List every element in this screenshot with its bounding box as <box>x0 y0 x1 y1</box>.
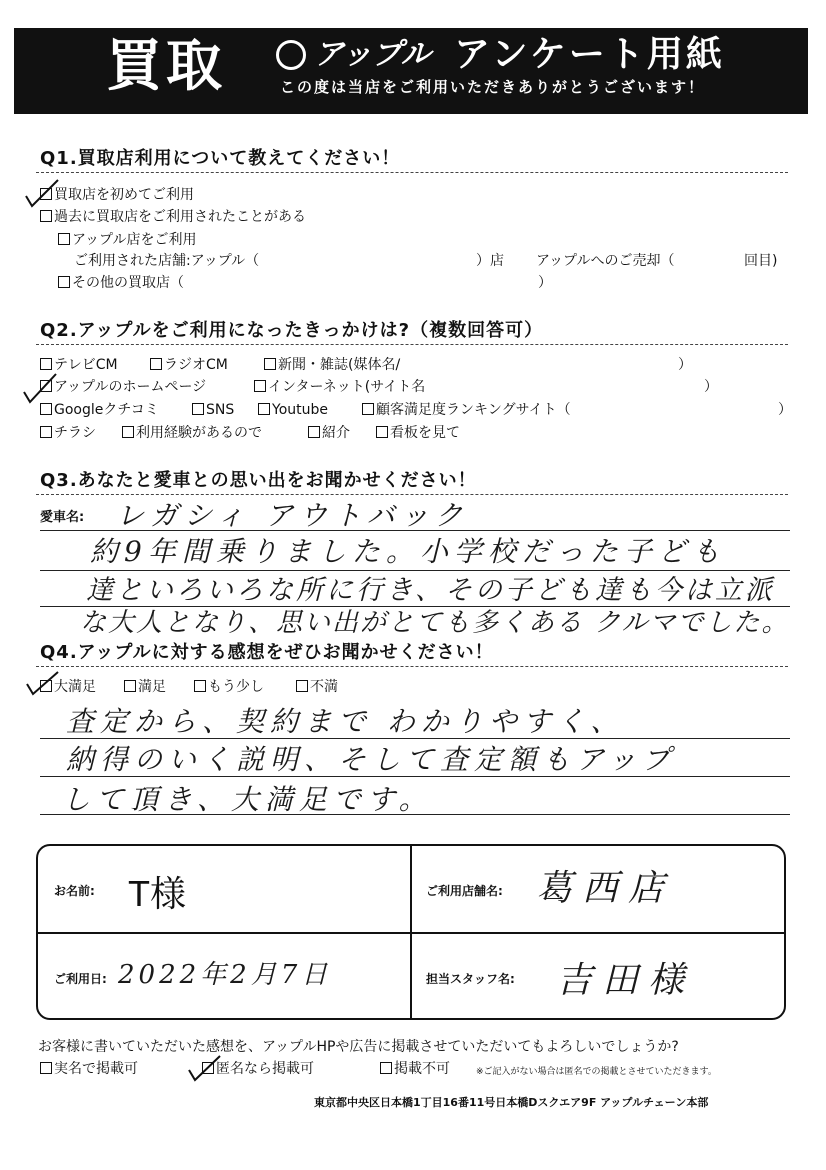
store-value: 葛西店 <box>536 868 675 909</box>
q4-line <box>40 776 790 777</box>
q1-sale-count-label: アップルへのご売却（ <box>536 253 675 269</box>
q4-answer-line-1: 査定から、契約まで わかりやすく、 <box>66 705 625 738</box>
q4-option-dissatisfied[interactable]: 不満 <box>296 678 338 696</box>
q2-option-tv[interactable]: テレビCM <box>40 356 118 374</box>
info-divider-horizontal <box>38 932 784 934</box>
q4-title: Q4.アップルに対する感想をぜひお聞かせください！ <box>40 642 494 663</box>
staff-label: 担当スタッフ名: <box>426 972 515 986</box>
publish-option-real-name[interactable]: 実名で掲載可 <box>40 1060 138 1078</box>
q3-car-label: 愛車名: <box>40 510 85 525</box>
q4-option-satisfied[interactable]: 満足 <box>124 678 166 696</box>
check-mark-icon <box>20 372 60 404</box>
q1-divider <box>36 172 788 173</box>
q4-answer-line-2: 納得のいく説明、そして査定額もアップ <box>66 743 677 776</box>
q1-used-store-label: ご利用された店舗:アップル（ <box>74 253 260 269</box>
q4-line <box>40 814 790 815</box>
staff-value: 吉田様 <box>556 960 695 1001</box>
q1-option-past-use[interactable]: 過去に買取店をご利用されたことがある <box>40 208 306 226</box>
check-mark-icon <box>24 670 60 696</box>
header-subtitle: この度は当店をご利用いただきありがとうございます！ <box>280 78 706 96</box>
q2-option-experience[interactable]: 利用経験があるので <box>122 424 262 442</box>
publish-option-no[interactable]: 掲載不可 <box>380 1060 450 1078</box>
q3-answer-line-2: 達といろいろな所に行き、その子ども達も今は立派 <box>86 575 775 606</box>
q1-used-store-suffix: ）店 <box>476 253 504 269</box>
q2-option-radio[interactable]: ラジオCM <box>150 356 228 374</box>
q2-option-introduction[interactable]: 紹介 <box>308 424 350 442</box>
q1-sale-count-suffix: 回目) <box>744 253 778 269</box>
q2-newspaper-close: ） <box>678 357 692 373</box>
q4-answer-line-3: して頂き、大満足です。 <box>62 783 433 816</box>
q2-option-homepage[interactable]: アップルのホームページ <box>40 378 206 396</box>
q2-divider <box>36 344 788 345</box>
q2-option-sns[interactable]: SNS <box>192 401 234 419</box>
q3-answer-line-3: な大人となり、思い出がとても多くある クルマでした。 <box>80 608 790 638</box>
q4-option-very-satisfied[interactable]: 大満足 <box>40 678 96 696</box>
publish-permission-question: お客様に書いていただいた感想を、アップルHPや広告に掲載させていただいてもよろしいでしょうか? <box>38 1039 679 1055</box>
q2-option-google[interactable]: Googleクチコミ <box>40 401 159 419</box>
q4-option-somewhat[interactable]: もう少し <box>194 678 264 696</box>
q1-other-store-close: ） <box>538 275 552 291</box>
check-mark-icon <box>186 1054 222 1082</box>
q1-option-first-time[interactable]: 買取店を初めてご利用 <box>40 186 194 204</box>
q2-ranking-close: ） <box>778 402 792 418</box>
q2-option-internet[interactable]: インターネット(サイト名 <box>254 378 425 396</box>
publish-option-anonymous[interactable]: 匿名なら掲載可 <box>202 1060 314 1078</box>
q2-option-youtube[interactable]: Youtube <box>258 401 328 419</box>
name-value: T様 <box>128 873 186 914</box>
apple-logo-icon <box>276 40 306 70</box>
q2-title: Q2.アップルをご利用になったきっかけは?（複数回答可） <box>40 320 544 341</box>
q2-option-ranking[interactable]: 顧客満足度ランキングサイト（ <box>362 401 571 419</box>
q1-option-apple-store[interactable]: アップル店をご利用 <box>58 231 196 249</box>
q3-car-name: レガシィ アウトバック <box>116 499 469 532</box>
header-logo-text: アップル <box>314 37 431 72</box>
q3-answer-line-1: 約9年間乗りました。小学校だった子ども <box>90 535 726 568</box>
q2-option-flyer[interactable]: チラシ <box>40 424 96 442</box>
q1-title: Q1.買取店利用について教えてください！ <box>40 148 401 169</box>
q1-option-other-store[interactable]: その他の買取店（ <box>58 274 184 292</box>
q4-divider <box>36 666 788 667</box>
name-label: お名前: <box>54 884 95 898</box>
store-label: ご利用店舗名: <box>426 884 503 898</box>
publish-note: ※ご記入がない場合は匿名での掲載とさせていただきます。 <box>476 1067 717 1077</box>
check-mark-icon <box>22 178 62 208</box>
q2-option-newspaper[interactable]: 新聞・雑誌(媒体名/ <box>264 356 400 374</box>
header-survey-title: アンケート用紙 <box>454 34 725 75</box>
date-label: ご利用日: <box>54 972 107 986</box>
date-value: 2022年2月7日 <box>118 960 332 990</box>
q2-internet-close: ） <box>704 379 718 395</box>
q3-title: Q3.あなたと愛車との思い出をお聞かせください！ <box>40 470 477 491</box>
survey-header <box>14 28 808 114</box>
q2-option-signboard[interactable]: 看板を見て <box>376 424 460 442</box>
header-main-title: 買取 <box>106 34 226 99</box>
company-address: 東京都中央区日本橋1丁目16番11号日本橋Dスクエア9F アップルチェーン本部 <box>314 1096 709 1109</box>
